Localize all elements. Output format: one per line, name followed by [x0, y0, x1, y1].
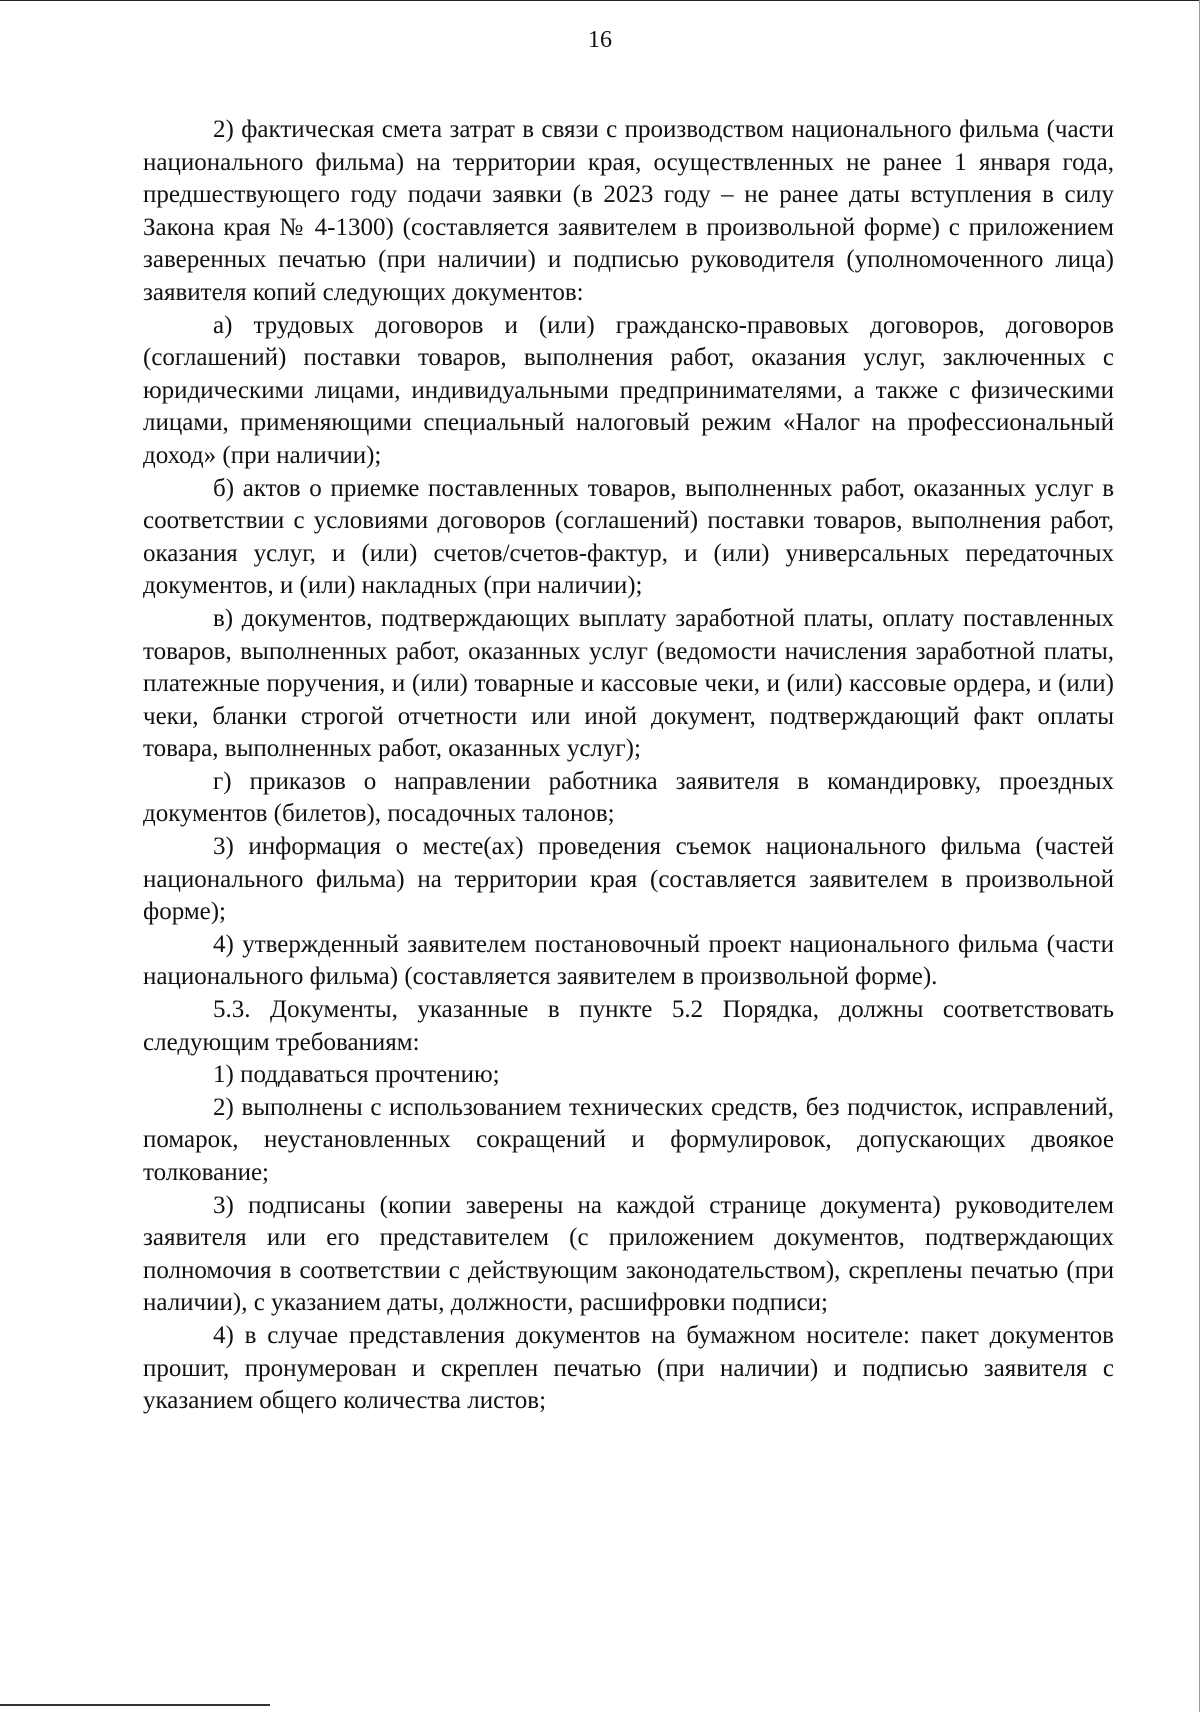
scan-edge-top	[0, 0, 1200, 1]
paragraph-item-a: а) трудовых договоров и (или) гражданско-правовых договоров, договоров (соглашений) поставки товаров, выполнения работ, оказания услуг, заключенных с юридическими лицами, индивидуальными предпринимателями, а также с физическими лицами, применяющими специальный налоговый режим «Налог на профессиональный доход» (при наличии);	[143, 311, 1114, 469]
paragraph-filming-location: 3) информация о месте(ах) проведения съемок национального фильма (частей национального фильма) на территории края (составляется заявителем в произвольной форме);	[143, 833, 1114, 926]
scan-edge-bottom	[0, 1704, 270, 1706]
page-number: 16	[588, 27, 612, 53]
paragraph-item-b: б) актов о приемке поставленных товаров, выполненных работ, оказанных услуг в соответствии с условиями договоров (соглашений) поставки товаров, выполнения работ, оказания услуг, и (или) счетов/счетов-фактур, и (или) универсальных передаточных документов, и (или) накладных (при наличии);	[143, 474, 1114, 600]
paragraph-item-g: г) приказов о направлении работника заявителя в командировку, проездных документов (билетов), посадочных талонов;	[143, 767, 1114, 828]
document-body	[143, 114, 1114, 1418]
paragraph-production-project: 4) утвержденный заявителем постановочный проект национального фильма (части национального фильма) (составляется заявителем в произвольной форме).	[143, 930, 1114, 991]
paragraph-requirement-1: 1) поддаваться прочтению;	[213, 1061, 500, 1089]
paragraph-requirement-2: 2) выполнены с использованием технических средств, без подчисток, исправлений, помарок, неустановленных сокращений и формулировок, допускающих двоякое толкование;	[143, 1093, 1114, 1186]
paragraph-requirement-4: 4) в случае представления документов на бумажном носителе: пакет документов прошит, пронумерован и скреплен печатью (при наличии) и подписью заявителя с указанием общего количества листов;	[143, 1321, 1114, 1415]
paragraph-item-v: в) документов, подтверждающих выплату заработной платы, оплату поставленных товаров, выполненных работ, оказанных услуг (ведомости начисления заработной платы, платежные поручения, и (или) товарные и кассовые чеки, и (или) кассовые ордера, и (или) чеки, бланки строгой отчетности или иной документ, подтверждающий факт оплаты товара, выполненных работ, оказанных услуг);	[143, 604, 1114, 763]
paragraph-requirement-3: 3) подписаны (копии заверены на каждой странице документа) руководителем заявителя или его представителем (с приложением документов, подтверждающих полномочия в соответствии с действующим законодательством), скреплены печатью (при наличии), с указанием даты, должности, расшифровки подписи;	[143, 1191, 1114, 1317]
paragraph-section-5-3: 5.3. Документы, указанные в пункте 5.2 Порядка, должны соответствовать следующим требованиям:	[143, 996, 1114, 1056]
paragraph-cost-estimate: 2) фактическая смета затрат в связи с производством национального фильма (части национального фильма) на территории края, осуществленных не ранее 1 января года, предшествующего году подачи заявки (в 2023 году – не ранее даты вступления в силу Закона края № 4-1300) (составляется заявителем в произвольной форме) с приложением заверенных печатью (при наличии) и подписью руководителя (уполномоченного лица) заявителя копий следующих документов:	[143, 116, 1114, 306]
